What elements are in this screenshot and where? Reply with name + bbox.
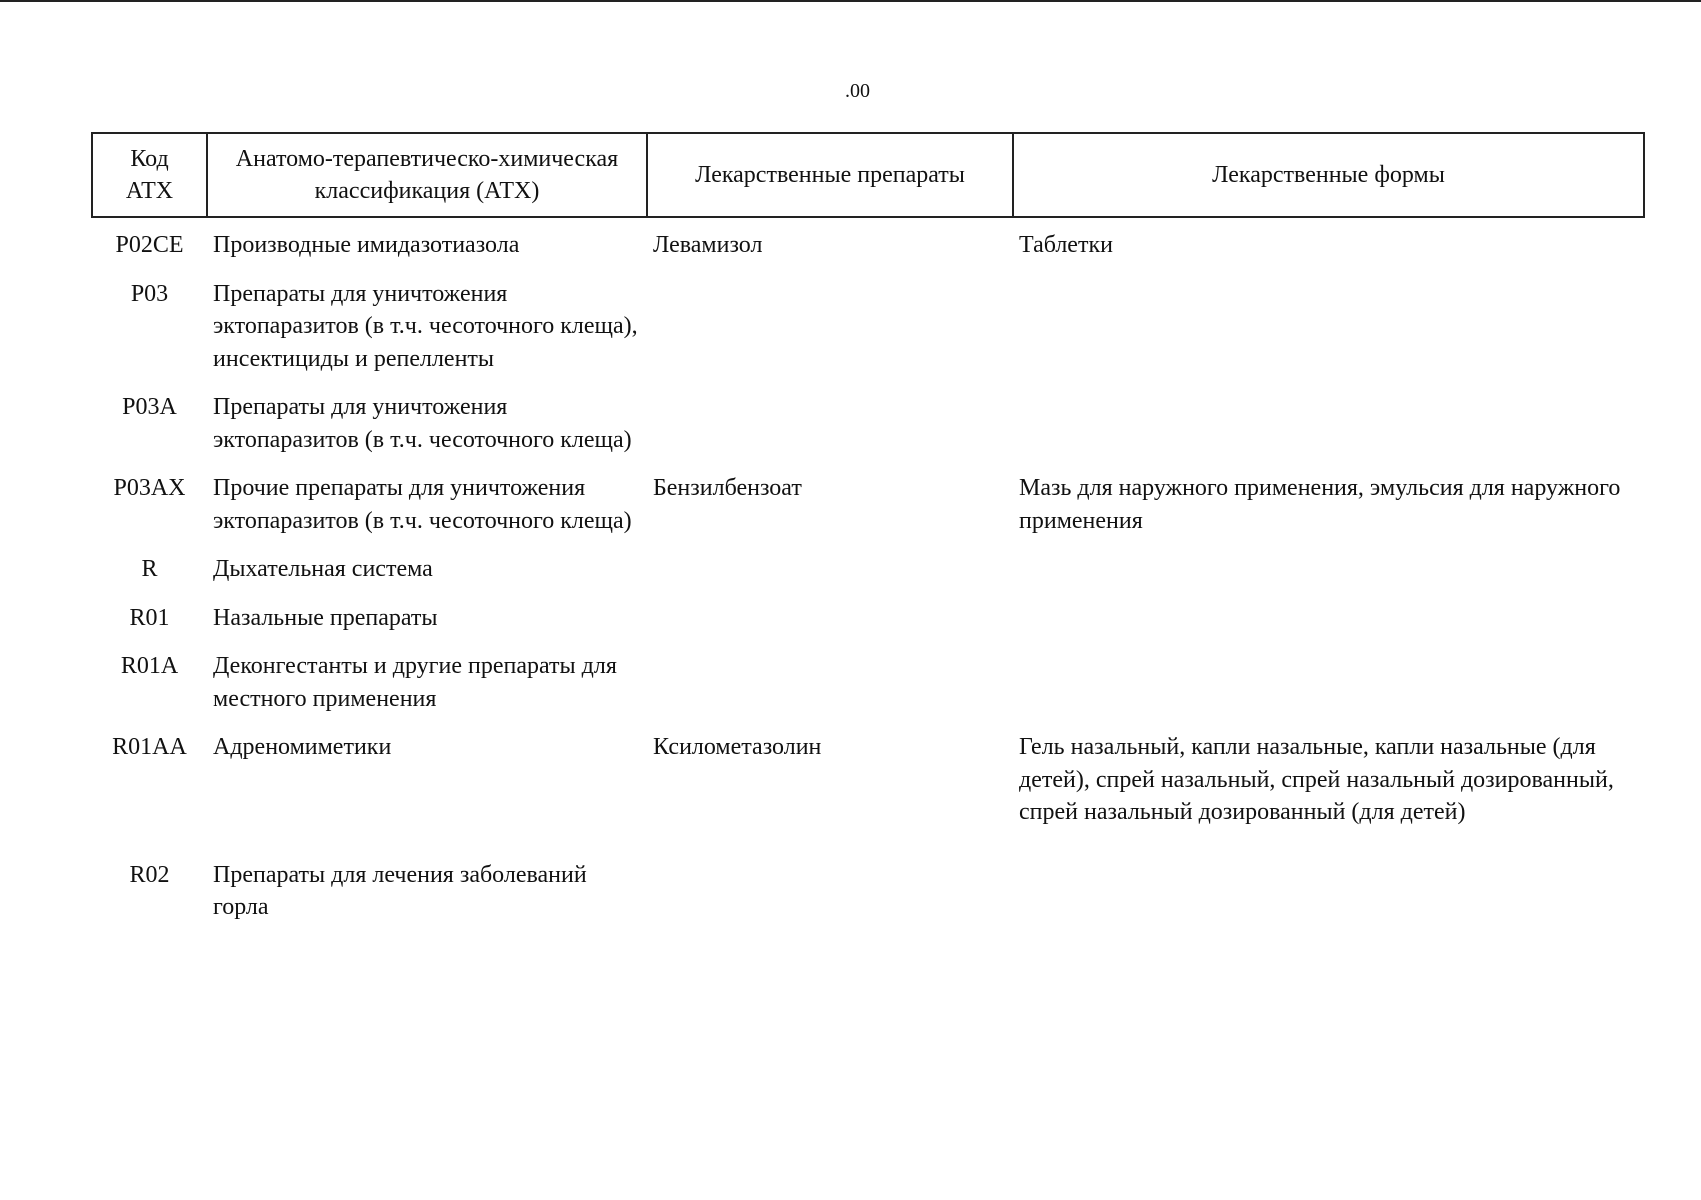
classification-cell: Препараты для лечения заболеваний горла xyxy=(213,861,587,920)
drug-cell xyxy=(647,859,1013,940)
atx-code-cell: R02 xyxy=(129,861,170,888)
atx-code-cell: R01AA xyxy=(112,734,187,760)
table-row xyxy=(92,278,1644,392)
header-dosage-forms: Лекарственные формы xyxy=(1013,133,1644,217)
table-row xyxy=(92,553,1644,602)
classification-cell: Деконгестанты и другие препараты для местного применения xyxy=(213,653,617,712)
dosage-forms-cell xyxy=(1013,602,1644,651)
table-row xyxy=(92,859,1644,940)
drug-cell xyxy=(647,650,1013,731)
header-drugs: Лекарственные препараты xyxy=(647,133,1013,217)
dosage-forms-cell xyxy=(1013,859,1644,940)
classification-cell: Назальные препараты xyxy=(213,604,438,631)
table-row xyxy=(92,391,1644,472)
classification-cell: Дыхательная система xyxy=(213,556,433,582)
atx-drug-table xyxy=(91,132,1645,940)
top-border-line xyxy=(0,0,1701,2)
drug-cell: Бензилбензоат xyxy=(653,475,802,501)
table-header-row xyxy=(92,133,1644,217)
atx-code-cell: R01 xyxy=(129,604,170,631)
classification-cell: Прочие препараты для уничтожения эктопаразитов (в т.ч. чесоточного клеща) xyxy=(213,475,632,534)
classification-cell: Препараты для уничтожения эктопаразитов (в т.ч. чесоточного клеща), инсектициды и репелленты xyxy=(213,280,638,372)
table-row xyxy=(92,217,1644,278)
dosage-forms-cell xyxy=(1013,553,1644,602)
dosage-forms-cell: Таблетки xyxy=(1019,232,1113,258)
atx-code-cell: P03AX xyxy=(113,475,186,501)
drug-cell xyxy=(647,553,1013,602)
page-number: .00 xyxy=(845,80,870,102)
classification-cell: Препараты для уничтожения эктопаразитов (в т.ч. чесоточного клеща) xyxy=(213,394,632,453)
atx-code-cell: P03 xyxy=(130,280,169,307)
header-atx-code: Код АТХ xyxy=(92,133,207,217)
dosage-forms-cell xyxy=(1013,278,1644,392)
dosage-forms-cell: Гель назальный, капли назальные, капли назальные (для детей), спрей назальный, спрей назальный дозированный, спрей назальный дозированный (для детей) xyxy=(1019,734,1614,825)
table-row xyxy=(92,731,1644,859)
table-row xyxy=(92,602,1644,651)
drug-cell xyxy=(647,278,1013,392)
header-atx-classification: Анатомо-терапевтическо-химическая классификация (АТХ) xyxy=(207,133,647,217)
drug-cell xyxy=(647,602,1013,651)
table-row xyxy=(92,472,1644,553)
atx-code-cell: R xyxy=(141,556,158,582)
classification-cell: Производные имидазотиазола xyxy=(213,232,520,258)
atx-code-cell: P02CE xyxy=(115,232,184,258)
drug-cell: Левамизол xyxy=(653,232,763,258)
drug-cell: Ксилометазолин xyxy=(653,734,822,760)
table-row xyxy=(92,650,1644,731)
atx-code-cell: P03A xyxy=(122,394,177,420)
dosage-forms-cell xyxy=(1013,650,1644,731)
dosage-forms-cell xyxy=(1013,391,1644,472)
classification-cell: Адреномиметики xyxy=(213,734,392,760)
dosage-forms-cell: Мазь для наружного применения, эмульсия для наружного применения xyxy=(1019,475,1621,534)
drug-cell xyxy=(647,391,1013,472)
atx-code-cell: R01A xyxy=(120,653,179,679)
